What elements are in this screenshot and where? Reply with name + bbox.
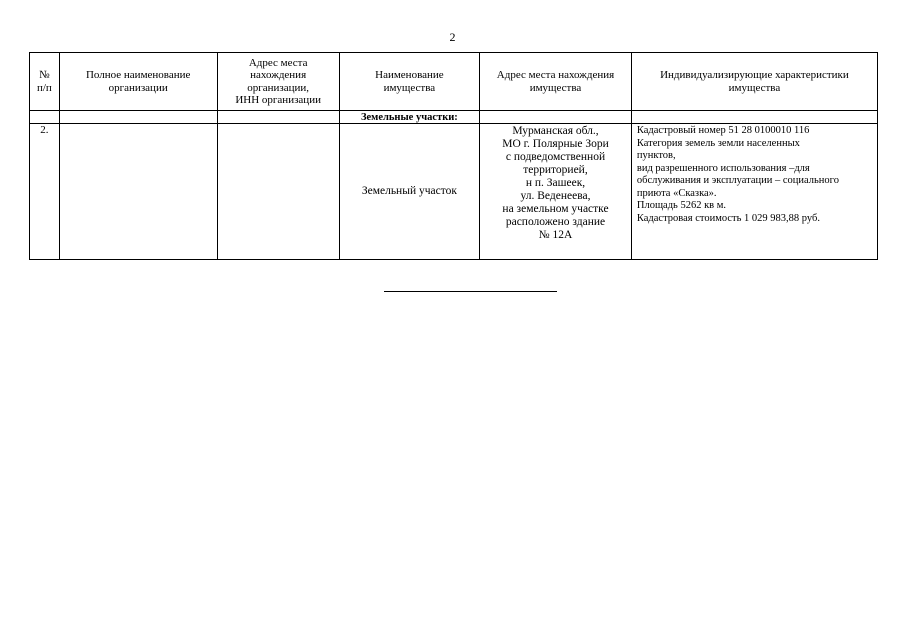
header-property-address: Адрес места нахождения имущества (480, 53, 632, 111)
section-label: Земельные участки: (339, 111, 479, 124)
header-org-name: Полное наименование организации (59, 53, 217, 111)
section-cell-empty (217, 111, 339, 124)
row-characteristics: Кадастровый номер 51 28 0100010 116 Категория земель земли населенных пунктов, вид разрешенного использования –для обслуживания и эксплуатации – социального приюта «Сказка». Площадь 5262 кв м. Кадастровая стоимость 1 029 983,88 руб. (631, 124, 877, 260)
section-cell-empty (59, 111, 217, 124)
row-org-name (59, 124, 217, 260)
row-property-address: Мурманская обл., МО г. Полярные Зори с подведомственной территорией, н п. Зашеек, ул. Веденеева, на земельном участке расположено здание № 12А (480, 124, 632, 260)
header-org-address: Адрес места нахождения организации, ИНН организации (217, 53, 339, 111)
row-org-address (217, 124, 339, 260)
table-row (30, 124, 878, 260)
row-number: 2. (30, 124, 60, 260)
section-cell-empty (30, 111, 60, 124)
section-cell-empty (631, 111, 877, 124)
header-property-name: Наименование имущества (339, 53, 479, 111)
property-table (29, 52, 878, 260)
section-row (30, 111, 878, 124)
header-num: № п/п (30, 53, 60, 111)
row-property-name: Земельный участок (339, 124, 479, 260)
table-header-row (30, 53, 878, 111)
end-divider-line (384, 291, 557, 292)
header-characteristics: Индивидуализирующие характеристики имущества (631, 53, 877, 111)
page-number: 2 (449, 30, 456, 44)
section-cell-empty (480, 111, 632, 124)
